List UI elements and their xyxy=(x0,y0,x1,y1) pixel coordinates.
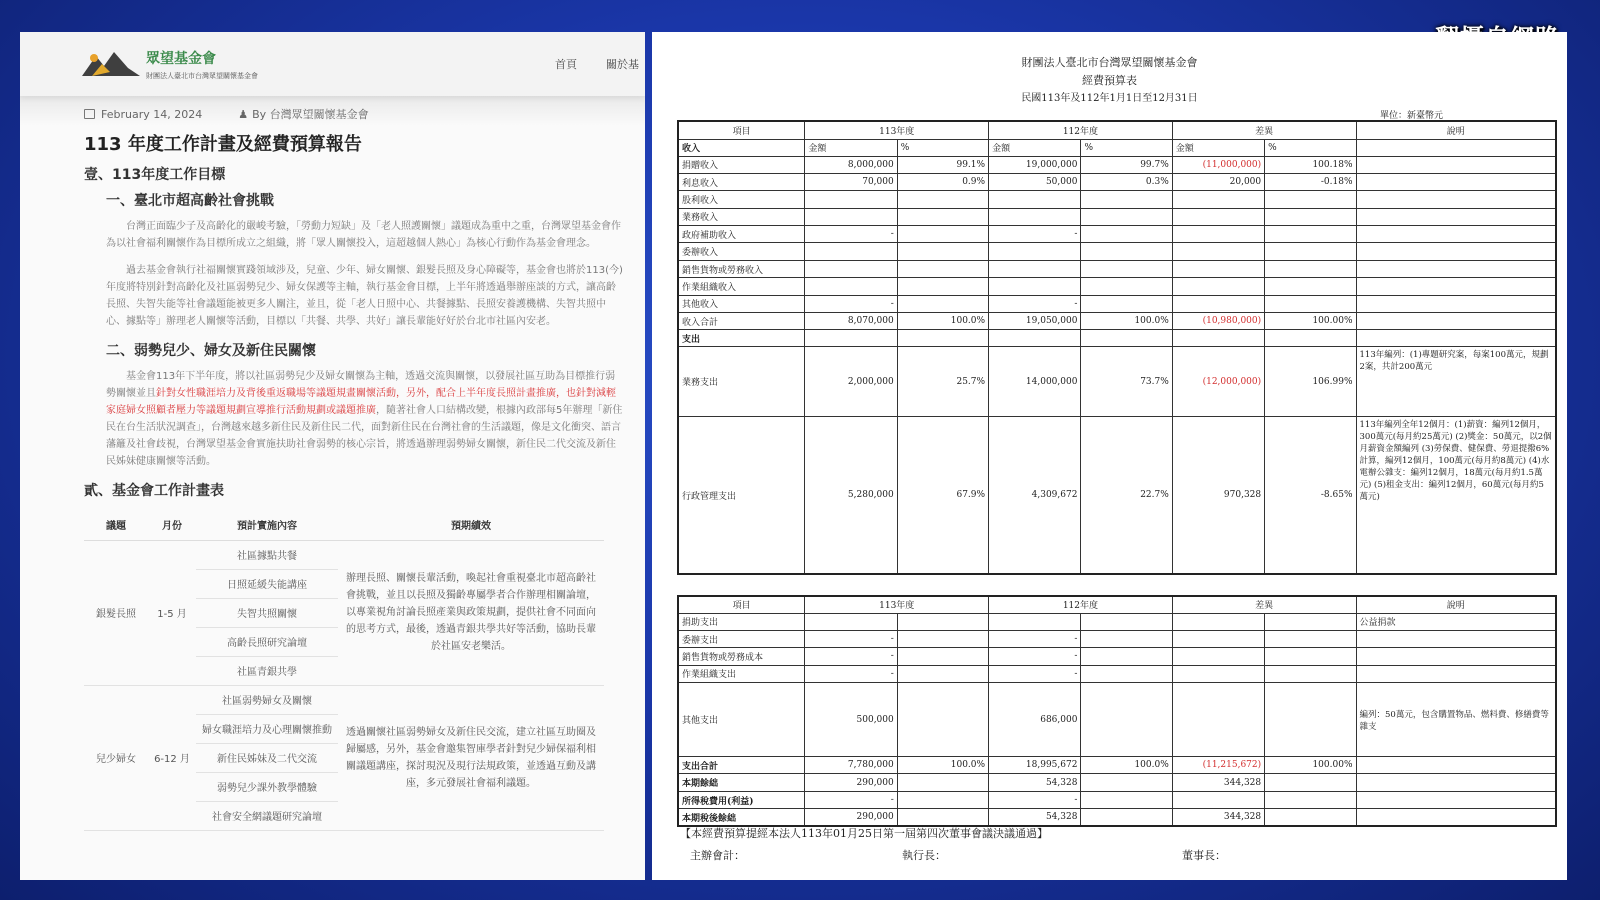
table-row xyxy=(678,313,1556,330)
pct-113 xyxy=(897,774,988,791)
amount-diff: (11,215,672) xyxy=(1172,757,1264,774)
table-row xyxy=(678,347,1556,417)
plan-activity: 婦女職涯培力及心理關懷推動 xyxy=(196,714,338,743)
amount-112: 54,328 xyxy=(989,809,1081,826)
pct-diff xyxy=(1265,613,1356,630)
row-note xyxy=(1356,665,1556,682)
pct-112 xyxy=(1081,774,1172,791)
plan-topic: 銀髮長照 xyxy=(84,540,148,685)
post-content xyxy=(84,130,624,831)
empty-cell xyxy=(1081,330,1172,347)
table-row xyxy=(678,295,1556,312)
pct-112 xyxy=(1081,613,1172,630)
amount-diff xyxy=(1172,630,1264,647)
table-row xyxy=(678,121,1556,139)
amount-diff xyxy=(1172,260,1264,277)
row-note xyxy=(1356,809,1556,826)
pct-112: 73.7% xyxy=(1081,347,1172,417)
table-row xyxy=(84,540,604,569)
header-diff: 差異 xyxy=(1172,121,1356,139)
pct-113: 25.7% xyxy=(897,347,988,417)
amount-diff xyxy=(1172,191,1264,208)
row-item: 收入合計 xyxy=(678,313,805,330)
pct-113 xyxy=(897,191,988,208)
sig-accountant: 主辦會計： xyxy=(690,849,745,862)
pct-112 xyxy=(1081,809,1172,826)
row-item: 作業組織支出 xyxy=(678,665,805,682)
person-icon: ♟ xyxy=(238,108,249,121)
header-item: 項目 xyxy=(678,121,805,139)
subheader-pct: % xyxy=(897,139,988,156)
plan-month: 6-12 月 xyxy=(148,685,196,830)
paragraph-3 xyxy=(106,368,624,470)
amount-diff: 20,000 xyxy=(1172,173,1264,190)
pct-diff: 100.00% xyxy=(1265,313,1356,330)
amount-diff xyxy=(1172,791,1264,808)
plan-activity: 失智共照關懷 xyxy=(196,598,338,627)
table-row xyxy=(678,173,1556,190)
amount-diff: 344,328 xyxy=(1172,774,1264,791)
table-row xyxy=(678,278,1556,295)
post-author[interactable] xyxy=(238,106,368,122)
empty-cell xyxy=(989,330,1081,347)
document-title: 經費預算表 xyxy=(1082,74,1137,87)
amount-112: - xyxy=(989,791,1081,808)
row-item: 所得稅費用(利益) xyxy=(678,791,805,808)
pct-112 xyxy=(1081,191,1172,208)
amount-113 xyxy=(805,243,897,260)
amount-diff: (11,000,000) xyxy=(1172,156,1264,173)
plan-activity: 社區弱勢婦女及關懷 xyxy=(196,685,338,714)
row-item: 本期稅後餘絀 xyxy=(678,809,805,826)
plan-activity: 新住民姊妹及二代交流 xyxy=(196,743,338,772)
row-item: 委辦收入 xyxy=(678,243,805,260)
plan-month: 1-5 月 xyxy=(148,540,196,685)
sig-chairman: 董事長： xyxy=(1182,849,1226,862)
table-row xyxy=(678,156,1556,173)
amount-113: 8,000,000 xyxy=(805,156,897,173)
table-row xyxy=(678,243,1556,260)
amount-112 xyxy=(989,243,1081,260)
pct-diff: -8.65% xyxy=(1265,417,1356,574)
pct-113: 100.0% xyxy=(897,757,988,774)
table-row xyxy=(678,226,1556,243)
pct-diff: 106.99% xyxy=(1265,347,1356,417)
mountain-logo-icon[interactable] xyxy=(82,48,140,78)
empty-cell xyxy=(1265,683,1356,757)
sig-ceo: 執行長： xyxy=(902,849,946,862)
work-plan-table xyxy=(84,510,604,831)
table-row xyxy=(678,613,1556,630)
header-diff: 差異 xyxy=(1172,596,1356,613)
row-item: 銷售貨物或勞務收入 xyxy=(678,260,805,277)
calendar-icon xyxy=(84,109,95,119)
amount-113 xyxy=(805,191,897,208)
empty-cell xyxy=(897,683,988,757)
pct-113: 99.1% xyxy=(897,156,988,173)
budget-table-other-expense xyxy=(677,595,1557,827)
amount-diff xyxy=(1172,243,1264,260)
pct-diff xyxy=(1265,295,1356,312)
row-item: 捐贈收入 xyxy=(678,156,805,173)
amount-112: - xyxy=(989,665,1081,682)
pct-diff xyxy=(1265,665,1356,682)
pct-112: 100.0% xyxy=(1081,313,1172,330)
amount-113 xyxy=(805,613,897,630)
row-note xyxy=(1356,630,1556,647)
amount-113 xyxy=(805,260,897,277)
amount-113: 500,000 xyxy=(805,683,897,757)
paragraph-1: 台灣正面臨少子及高齡化的嚴峻考驗，「勞動力短缺」及「老人照護關懷」議題成為重中之重，台灣眾望基金會作為以社會福利關懷作為目標所成立之組織，將「眾人關懷投入，這超越個人熱心」為核心行動作為基金會理念。 xyxy=(106,221,621,249)
document-period: 民國113年及112年1月1日至12月31日 xyxy=(1021,93,1198,104)
plan-activity: 社區據點共餐 xyxy=(196,540,338,569)
amount-diff xyxy=(1172,295,1264,312)
pct-112: 22.7% xyxy=(1081,417,1172,574)
row-item: 作業組織收入 xyxy=(678,278,805,295)
row-item: 其他收入 xyxy=(678,295,805,312)
pct-112 xyxy=(1081,243,1172,260)
plan-header-month: 月份 xyxy=(148,510,196,540)
empty-cell xyxy=(805,330,897,347)
plan-header-performance: 預期績效 xyxy=(338,510,604,540)
pct-112 xyxy=(1081,791,1172,808)
pct-diff xyxy=(1265,278,1356,295)
note-cell xyxy=(1356,139,1556,156)
pct-113: 100.0% xyxy=(897,313,988,330)
subheader-amount: 金額 xyxy=(989,139,1081,156)
pct-diff xyxy=(1265,226,1356,243)
subheader-pct: % xyxy=(1265,139,1356,156)
amount-diff xyxy=(1172,665,1264,682)
amount-112: 54,328 xyxy=(989,774,1081,791)
amount-113: - xyxy=(805,665,897,682)
header-112: 112年度 xyxy=(989,596,1173,613)
row-item: 行政管理支出 xyxy=(678,417,805,574)
row-note xyxy=(1356,173,1556,190)
row-item: 利息收入 xyxy=(678,173,805,190)
pct-diff xyxy=(1265,208,1356,225)
table-row xyxy=(678,630,1556,647)
amount-diff xyxy=(1172,208,1264,225)
pct-113 xyxy=(897,630,988,647)
table-row xyxy=(84,685,604,714)
row-item: 股利收入 xyxy=(678,191,805,208)
amount-diff: (12,000,000) xyxy=(1172,347,1264,417)
pct-diff: 100.18% xyxy=(1265,156,1356,173)
table-row xyxy=(678,330,1556,347)
header-note: 說明 xyxy=(1356,121,1556,139)
amount-112: 19,000,000 xyxy=(989,156,1081,173)
paragraph-3-start: 基金會113年下半年度，將以社區弱勢兒少及婦女關懷為主軸，透過交流與關懷，以發展社區互助為目標推行弱勢關懷並且 xyxy=(106,371,616,399)
row-item: 業務收入 xyxy=(678,208,805,225)
section-2-title: 貳、基金會工作計畫表 xyxy=(84,483,224,499)
row-note: 編列：50萬元，包含購置物品、燃料費、修繕費等雜支 xyxy=(1356,683,1556,757)
post-title: 113 年度工作計畫及經費預算報告 xyxy=(84,134,362,155)
table-row xyxy=(678,596,1556,613)
header-note: 說明 xyxy=(1356,596,1556,613)
amount-113: - xyxy=(805,648,897,665)
brand-name: 眾望基金會 xyxy=(146,51,216,67)
pct-112 xyxy=(1081,630,1172,647)
pct-113 xyxy=(897,278,988,295)
amount-113: 70,000 xyxy=(805,173,897,190)
table-row xyxy=(678,191,1556,208)
pct-112: 100.0% xyxy=(1081,757,1172,774)
table-row xyxy=(678,791,1556,808)
row-note xyxy=(1356,208,1556,225)
row-item: 其他支出 xyxy=(678,683,805,757)
amount-diff: 344,328 xyxy=(1172,809,1264,826)
amount-113: - xyxy=(805,791,897,808)
pct-diff xyxy=(1265,648,1356,665)
post-date-text: February 14, 2024 xyxy=(101,107,203,121)
row-note xyxy=(1356,295,1556,312)
row-item: 銷售貨物或勞務成本 xyxy=(678,648,805,665)
pct-113 xyxy=(897,665,988,682)
nav-home-link[interactable]: 首頁 xyxy=(555,58,577,71)
pct-112 xyxy=(1081,648,1172,665)
amount-112: - xyxy=(989,630,1081,647)
plan-activity: 社會安全網議題研究論壇 xyxy=(196,801,338,830)
amount-113: 290,000 xyxy=(805,809,897,826)
post-date xyxy=(84,108,202,121)
pct-113: 0.9% xyxy=(897,173,988,190)
amount-113: - xyxy=(805,226,897,243)
row-note xyxy=(1356,313,1556,330)
pct-112 xyxy=(1081,665,1172,682)
row-note xyxy=(1356,243,1556,260)
pct-112 xyxy=(1081,260,1172,277)
pct-diff xyxy=(1265,260,1356,277)
row-note xyxy=(1356,278,1556,295)
table-row xyxy=(678,208,1556,225)
empty-cell xyxy=(897,330,988,347)
plan-activity: 社區青銀共學 xyxy=(196,656,338,685)
plan-activity: 高齡長照研究論壇 xyxy=(196,627,338,656)
plan-activity: 日照延緩失能講座 xyxy=(196,569,338,598)
amount-112: - xyxy=(989,648,1081,665)
amount-diff xyxy=(1172,648,1264,665)
approval-footnote: 【本經費預算提經本法人113年01月25日第一屆第四次董事會議決議通過】 xyxy=(680,827,1048,840)
row-note xyxy=(1356,260,1556,277)
pct-diff xyxy=(1265,791,1356,808)
plan-header-row xyxy=(84,510,604,540)
row-item: 政府補助收入 xyxy=(678,226,805,243)
amount-113: 7,780,000 xyxy=(805,757,897,774)
plan-header-activity: 預計實施內容 xyxy=(196,510,338,540)
pct-diff xyxy=(1265,243,1356,260)
site-header xyxy=(20,32,645,96)
amount-112 xyxy=(989,278,1081,295)
pct-113 xyxy=(897,648,988,665)
pct-112 xyxy=(1081,278,1172,295)
table-row xyxy=(678,683,1556,757)
row-note xyxy=(1356,791,1556,808)
pct-113 xyxy=(897,243,988,260)
pct-113 xyxy=(897,613,988,630)
amount-113: 2,000,000 xyxy=(805,347,897,417)
amount-112 xyxy=(989,191,1081,208)
table-row xyxy=(678,757,1556,774)
pct-113 xyxy=(897,295,988,312)
row-item: 業務支出 xyxy=(678,347,805,417)
plan-topic: 兒少婦女 xyxy=(84,685,148,830)
budget-table-income-expense xyxy=(677,120,1557,575)
header-item: 項目 xyxy=(678,596,805,613)
table-row xyxy=(678,774,1556,791)
header-113: 113年度 xyxy=(805,596,989,613)
pct-113 xyxy=(897,791,988,808)
row-note xyxy=(1356,226,1556,243)
table-row xyxy=(678,809,1556,826)
table-row xyxy=(678,417,1556,574)
nav-about-link[interactable]: 關於基 xyxy=(606,58,639,71)
amount-113: 8,070,000 xyxy=(805,313,897,330)
pct-113 xyxy=(897,226,988,243)
empty-cell xyxy=(1172,683,1264,757)
row-note: 公益捐款 xyxy=(1356,613,1556,630)
pct-diff xyxy=(1265,809,1356,826)
amount-diff xyxy=(1172,226,1264,243)
pct-113: 67.9% xyxy=(897,417,988,574)
row-note xyxy=(1356,191,1556,208)
row-note xyxy=(1356,774,1556,791)
subsection-1-title: 一、臺北市超高齡社會挑戰 xyxy=(106,193,274,209)
amount-112: 18,995,672 xyxy=(989,757,1081,774)
pct-diff xyxy=(1265,630,1356,647)
totals-rows xyxy=(678,757,1556,827)
amount-diff xyxy=(1172,278,1264,295)
pct-112 xyxy=(1081,226,1172,243)
income-label: 收入 xyxy=(678,139,805,156)
table-row xyxy=(678,648,1556,665)
pct-112: 99.7% xyxy=(1081,156,1172,173)
amount-113 xyxy=(805,208,897,225)
amount-diff: 970,328 xyxy=(1172,417,1264,574)
income-rows xyxy=(678,156,1556,330)
empty-cell xyxy=(1081,683,1172,757)
subheader-amount: 金額 xyxy=(805,139,897,156)
amount-113 xyxy=(805,278,897,295)
header-112: 112年度 xyxy=(989,121,1173,139)
amount-113: - xyxy=(805,295,897,312)
pct-diff xyxy=(1265,774,1356,791)
row-note: 113年編列：(1)專題研究案，每案100萬元，規劃2案，共計200萬元 xyxy=(1356,347,1556,417)
row-note xyxy=(1356,156,1556,173)
amount-112 xyxy=(989,208,1081,225)
row-item: 捐助支出 xyxy=(678,613,805,630)
pct-diff xyxy=(1265,191,1356,208)
pct-diff: 100.00% xyxy=(1265,757,1356,774)
section-1-title: 壹、113年度工作目標 xyxy=(84,167,226,183)
pct-112 xyxy=(1081,208,1172,225)
brand-subtitle: 財團法人臺北市台灣眾望關懷基金會 xyxy=(146,72,258,80)
amount-diff xyxy=(1172,613,1264,630)
pct-113 xyxy=(897,260,988,277)
table-row xyxy=(678,665,1556,682)
subheader-amount: 金額 xyxy=(1172,139,1264,156)
amount-112: - xyxy=(989,226,1081,243)
brand[interactable] xyxy=(146,48,258,81)
amount-112: 686,000 xyxy=(989,683,1081,757)
post-meta xyxy=(84,106,369,122)
pct-diff: -0.18% xyxy=(1265,173,1356,190)
empty-cell xyxy=(1265,330,1356,347)
row-item: 委辦支出 xyxy=(678,630,805,647)
pct-112: 0.3% xyxy=(1081,173,1172,190)
amount-113: - xyxy=(805,630,897,647)
pct-112 xyxy=(1081,295,1172,312)
plan-performance: 辦理長照、關懷長輩活動，喚起社會重視臺北市超高齡社會挑戰，並且以長照及獨齡專屬學者合作辦理相關論壇，以專業視角討論長照產業與政策規劃，提供社會不同面向的思考方式，最後，透過青銀共學共好等活動，協助長輩於社區安老樂活。 xyxy=(338,540,604,685)
row-item: 本期餘絀 xyxy=(678,774,805,791)
amount-112 xyxy=(989,613,1081,630)
empty-cell xyxy=(1356,330,1556,347)
post-author-text: By 台灣眾望關懷基金會 xyxy=(252,108,369,121)
website-article-panel xyxy=(20,32,645,880)
subsection-2-title: 二、弱勢兒少、婦女及新住民關懷 xyxy=(106,343,316,359)
currency-unit: 單位：新臺幣元 xyxy=(1380,111,1444,121)
amount-112: 50,000 xyxy=(989,173,1081,190)
amount-112: 4,309,672 xyxy=(989,417,1081,574)
document-org-name: 財團法人臺北市台灣眾望關懷基金會 xyxy=(1021,56,1198,69)
header-113: 113年度 xyxy=(805,121,989,139)
row-note xyxy=(1356,648,1556,665)
paragraph-2: 過去基金會執行社福關懷實踐領域涉及，兒童、少年、婦女關懷、銀髮長照及身心障礙等，基金會也將於113(今)年度將特別針對高齡化及社區弱勢兒少、婦女保護等主軸，執行基金會目標，上半年將透過舉辦座談的方式，讓高齡長照、失智失能等社會議題能被更多人關注，並且，從「老人日照中心、共餐據點、長照安養護機構、失智共照中心、據點等」辦理老人關懷等活動，目標以「共餐、共學、共好」讓長輩能好好於台北市社區內安老。 xyxy=(106,265,623,327)
budget-document-panel xyxy=(652,32,1567,880)
amount-112: - xyxy=(989,295,1081,312)
amount-112: 14,000,000 xyxy=(989,347,1081,417)
amount-112 xyxy=(989,260,1081,277)
pct-113 xyxy=(897,208,988,225)
amount-113: 290,000 xyxy=(805,774,897,791)
amount-diff: (10,980,000) xyxy=(1172,313,1264,330)
paragraph-3-end: ，隨著社會人口結構改變，根據內政部每5年辦理「新住民在台生活狀況調查」，台灣越來越多新住民及新住民二代，面對新住民在台灣社會的生活議題，像是文化衝突、語言藩籬及社會歧視，台灣眾望基金會實施扶助社會弱勢的核心宗旨，將透過辦理弱勢婦女關懷，新住民二代交流及新住民姊妹健康關懷等活動。 xyxy=(106,405,623,467)
table-row xyxy=(678,260,1556,277)
plan-header-topic: 議題 xyxy=(84,510,148,540)
plan-activity: 弱勢兒少課外教學體驗 xyxy=(196,772,338,801)
expense-label: 支出 xyxy=(678,330,805,347)
paragraph-3-highlight: 針對女性職涯培力及背後重返職場等議題規畫關懷活動，另外，配合上半年度長照計畫推廣，也針對減輕家庭婦女照顧者壓力等議題規劃宣導推行活動規劃或議題推廣 xyxy=(106,388,616,416)
row-item: 支出合計 xyxy=(678,757,805,774)
plan-performance: 透過關懷社區弱勢婦女及新住民交流，建立社區互助圈及歸屬感，另外，基金會邀集智庫學者針對兒少婦保福利相關議題講座，探討現況及現行法規政策，並透過互動及講座，多元發展社會福利議題。 xyxy=(338,685,604,830)
other-expense-rows xyxy=(678,613,1556,683)
amount-113: 5,280,000 xyxy=(805,417,897,574)
table-row xyxy=(678,139,1556,156)
amount-112: 19,050,000 xyxy=(989,313,1081,330)
pct-113 xyxy=(897,809,988,826)
subheader-pct: % xyxy=(1081,139,1172,156)
row-note: 113年編列全年12個月：(1)薪資：編列12個月，300萬元(每月約25萬元) (2)獎金：50萬元，以2個月薪資金額編列 (3)勞保費、健保費、勞退提撥6%計算，編列12個月，100萬元(每月約8萬元) (4)水電辦公雜支：編列12個月，18萬元(每月約1.5萬元) (5)租金支出：編列12個月，60萬元(每月約5萬元) xyxy=(1356,417,1556,574)
row-note xyxy=(1356,757,1556,774)
empty-cell xyxy=(1172,330,1264,347)
